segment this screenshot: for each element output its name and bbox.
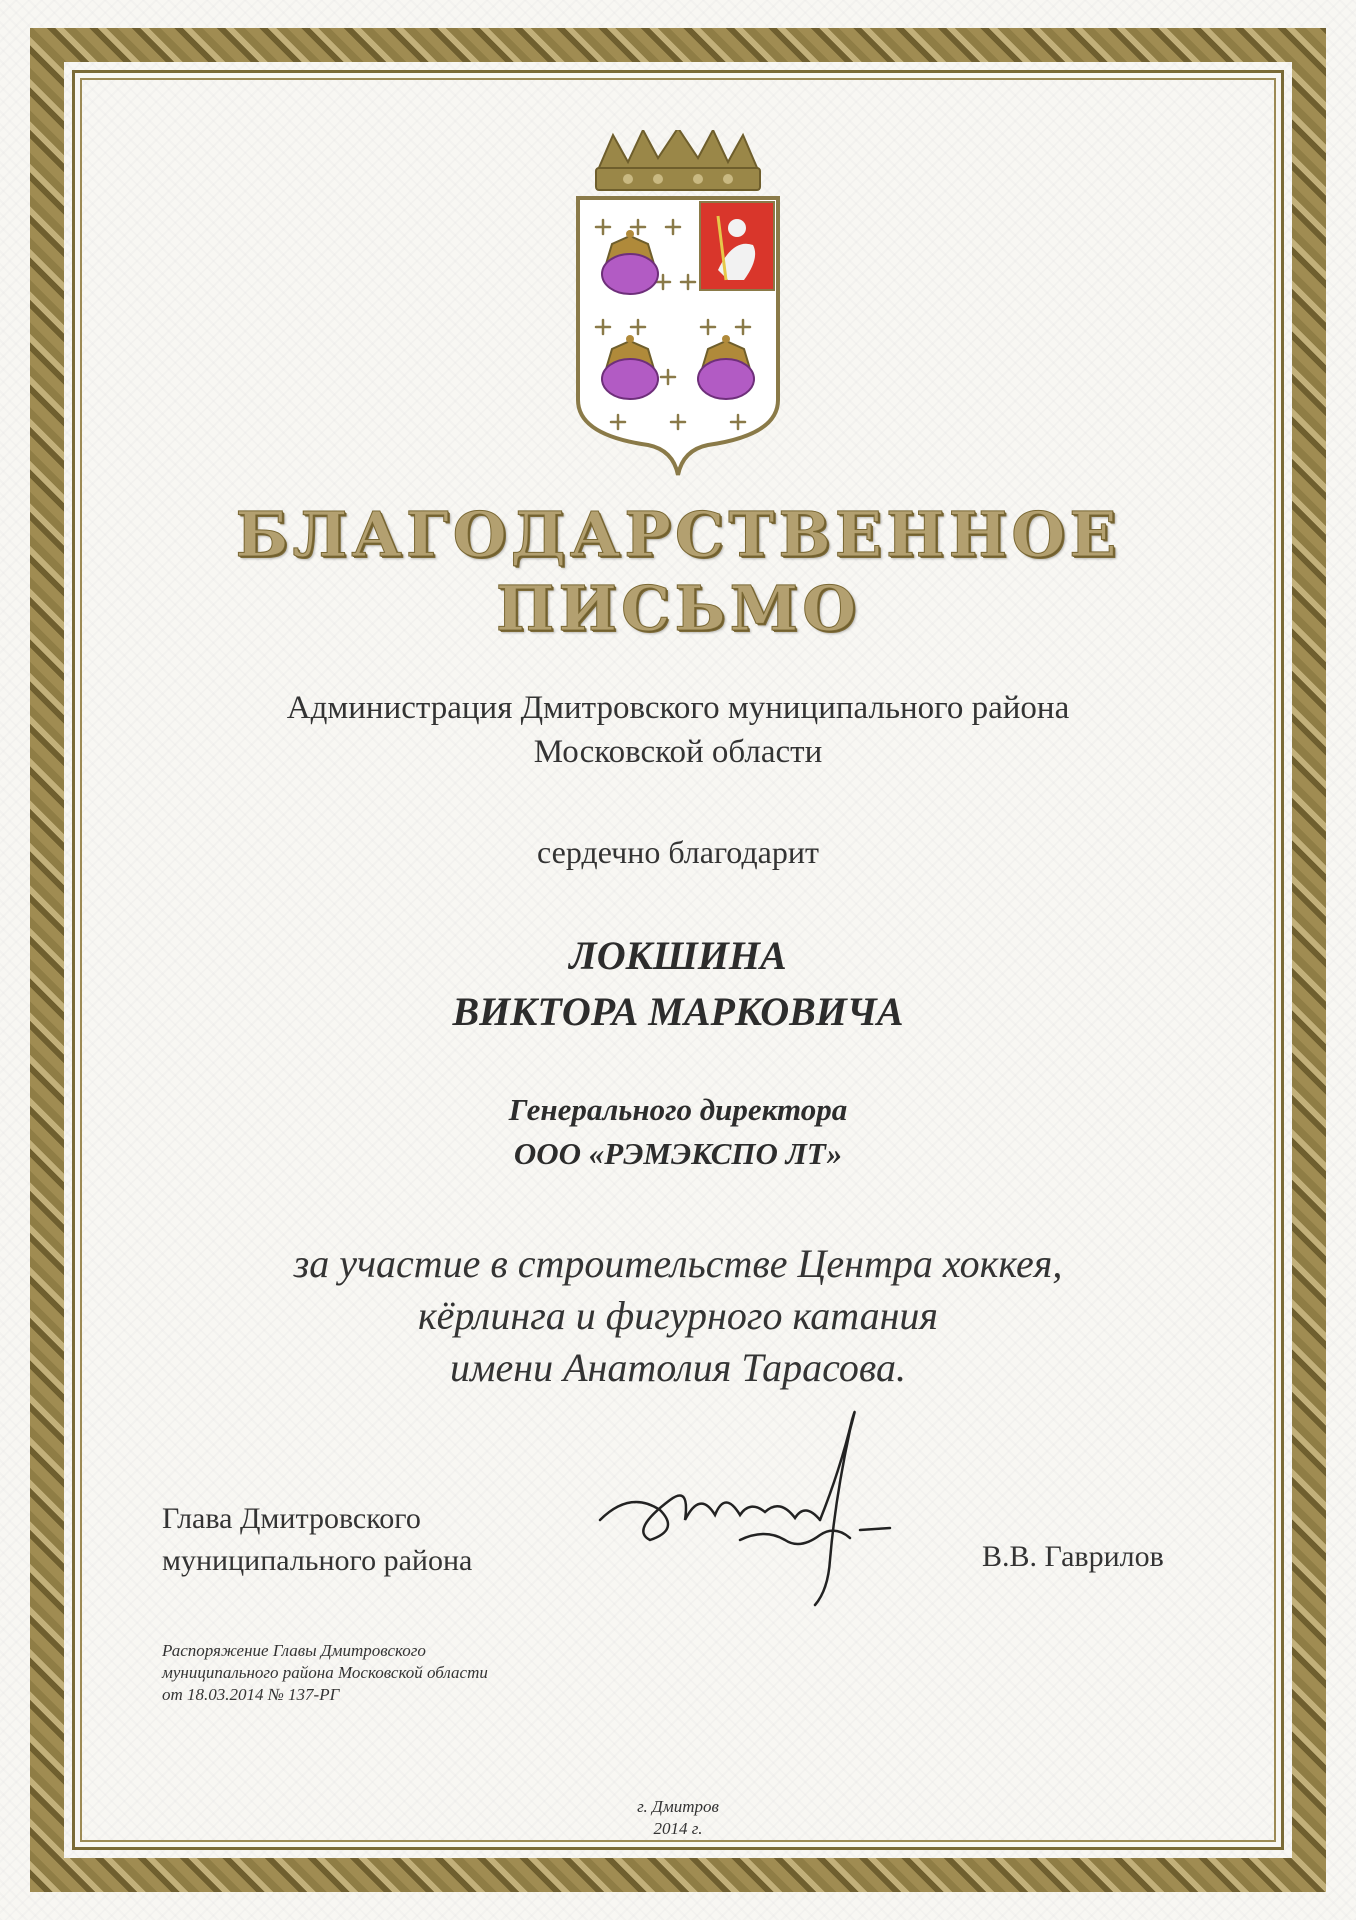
signer-title xyxy=(162,1498,472,1582)
place-and-year xyxy=(110,1796,1246,1840)
organization-line-1: Администрация Дмитровского муниципального района xyxy=(286,690,1070,726)
certificate-content xyxy=(110,120,1246,1838)
certificate-title-line-2: ПИСЬМО xyxy=(495,572,861,645)
order-reference xyxy=(162,1640,642,1706)
year: 2014 г. xyxy=(653,1819,703,1838)
recipient-surname: ЛОКШИНА xyxy=(569,933,787,978)
recipient-given-names: ВИКТОРА МАРКОВИЧА xyxy=(452,989,904,1034)
order-line-3: от 18.03.2014 № 137-РГ xyxy=(162,1685,340,1704)
place: г. Дмитров xyxy=(637,1797,719,1816)
recipient-company: ООО «РЭМЭКСПО ЛТ» xyxy=(513,1136,843,1171)
signature-icon xyxy=(590,1390,950,1620)
reason-line-1: за участие в строительстве Центра хоккея, xyxy=(293,1241,1063,1286)
order-line-2: муниципального района Московской области xyxy=(162,1663,488,1682)
order-line-1: Распоряжение Главы Дмитровского xyxy=(162,1641,426,1660)
signer-title-line-1: Глава Дмитровского xyxy=(162,1502,421,1535)
coat-of-arms-icon xyxy=(558,130,798,480)
signer-name: В.В. Гаврилов xyxy=(982,1540,1164,1573)
signer-title-line-2: муниципального района xyxy=(162,1544,473,1577)
thanks-phrase: сердечно благодарит xyxy=(537,834,819,870)
organization-line-2: Московской области xyxy=(533,734,823,770)
certificate-title-line-1: БЛАГОДАРСТВЕННОЕ xyxy=(235,498,1121,571)
reason-line-2: кёрлинга и фигурного катания xyxy=(417,1293,939,1338)
recipient-position: Генерального директора xyxy=(508,1092,848,1127)
reason-line-3: имени Анатолия Тарасова. xyxy=(450,1345,906,1390)
